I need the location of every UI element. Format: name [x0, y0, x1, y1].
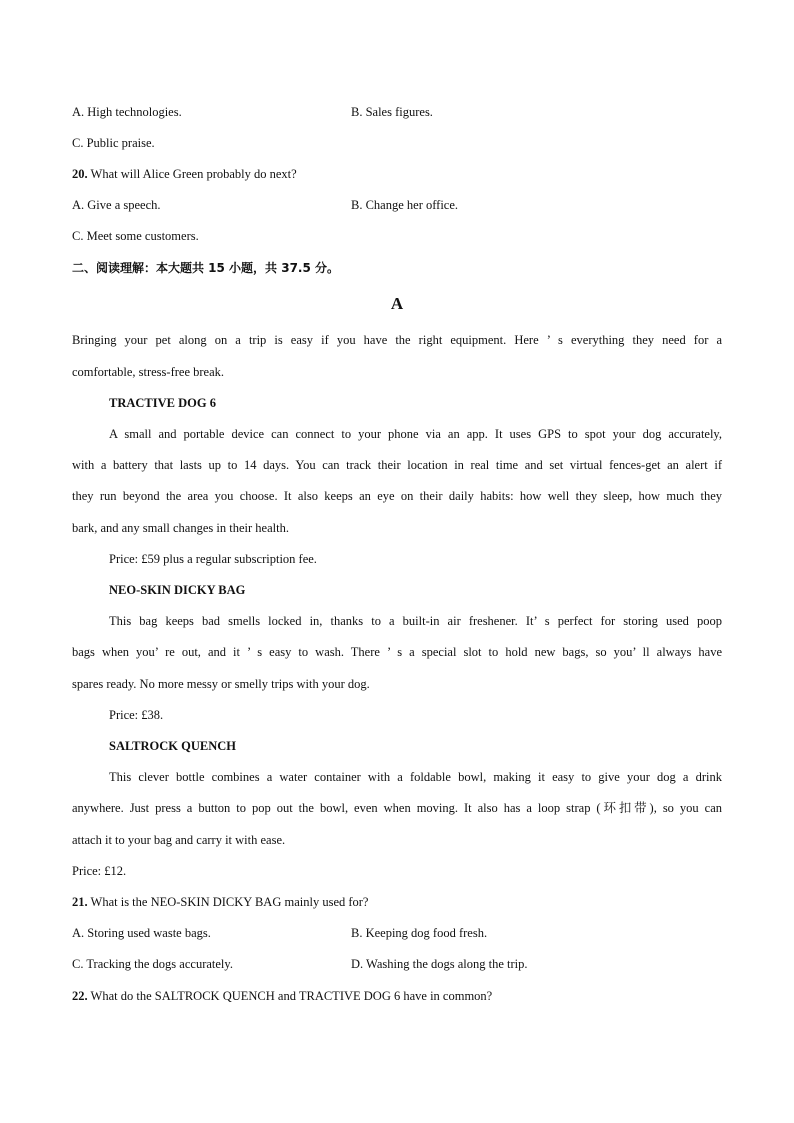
q19-option-b: B. Sales figures.	[351, 105, 433, 119]
section-heading: 二、阅读理解：本大题共 15 小题，共 37.5 分。	[72, 261, 340, 275]
q20-text: What will Alice Green probably do next?	[87, 167, 297, 181]
item2-line-1: This bag keeps bad smells locked in, thanks to a built-in air freshener. It’ s perfect for storing used poop	[109, 614, 722, 628]
q22-number: 22.	[72, 989, 88, 1003]
q21-text: What is the NEO-SKIN DICKY BAG mainly used for?	[87, 895, 369, 909]
q21-option-b: B. Keeping dog food fresh.	[351, 926, 488, 940]
q20-option-b: B. Change her office.	[351, 198, 459, 212]
q21-number: 21.	[72, 895, 88, 909]
item2-price: Price: £38.	[109, 708, 164, 722]
item2-name: NEO-SKIN DICKY BAG	[109, 583, 246, 597]
q20-number: 20.	[72, 167, 88, 181]
q20-option-c: C. Meet some customers.	[72, 229, 199, 243]
item3-price: Price: £12.	[72, 864, 127, 878]
q20-question	[72, 166, 297, 182]
item2-line-2: bags when you’ re out, and it ’ s easy to wash. There ’ s a special slot to hold new bags, so you’ ll always have	[72, 645, 722, 659]
item3-line-2: anywhere. Just press a button to pop out the bowl, even when moving. It also has a loop strap (环扣带), so you can	[72, 801, 722, 815]
item1-line-1: A small and portable device can connect to your phone via an app. It uses GPS to spot your dog accurately,	[109, 427, 722, 441]
q19-option-c: C. Public praise.	[72, 136, 155, 150]
intro-line-2: comfortable, stress-free break.	[72, 365, 225, 379]
q22-question	[72, 988, 492, 1004]
passage-title: A	[390, 294, 404, 313]
item1-line-4: bark, and any small changes in their health.	[72, 521, 289, 535]
item1-line-2: with a battery that lasts up to 14 days. You can track their location in real time and set virtual fences-get an alert if	[72, 458, 722, 472]
q21-option-a: A. Storing used waste bags.	[72, 926, 211, 940]
item2-line-3: spares ready. No more messy or smelly trips with your dog.	[72, 677, 370, 691]
q21-option-d: D. Washing the dogs along the trip.	[351, 957, 528, 971]
q20-option-a: A. Give a speech.	[72, 198, 161, 212]
item1-price: Price: £59 plus a regular subscription fee.	[109, 552, 317, 566]
q22-text: What do the SALTROCK QUENCH and TRACTIVE DOG 6 have in common?	[87, 989, 493, 1003]
item1-name: TRACTIVE DOG 6	[109, 396, 216, 410]
q21-question	[72, 894, 368, 910]
item1-line-3: they run beyond the area you choose. It also keeps an eye on their daily habits: how well they sleep, how much they	[72, 489, 722, 503]
item3-name: SALTROCK QUENCH	[109, 739, 236, 753]
q21-option-c: C. Tracking the dogs accurately.	[72, 957, 233, 971]
item3-line-3: attach it to your bag and carry it with ease.	[72, 833, 286, 847]
q19-option-a: A. High technologies.	[72, 105, 182, 119]
intro-line-1: Bringing your pet along on a trip is easy if you have the right equipment. Here ’ s everything they need for a	[72, 333, 722, 347]
item3-line-1: This clever bottle combines a water container with a foldable bowl, making it easy to give your dog a drink	[109, 770, 722, 784]
